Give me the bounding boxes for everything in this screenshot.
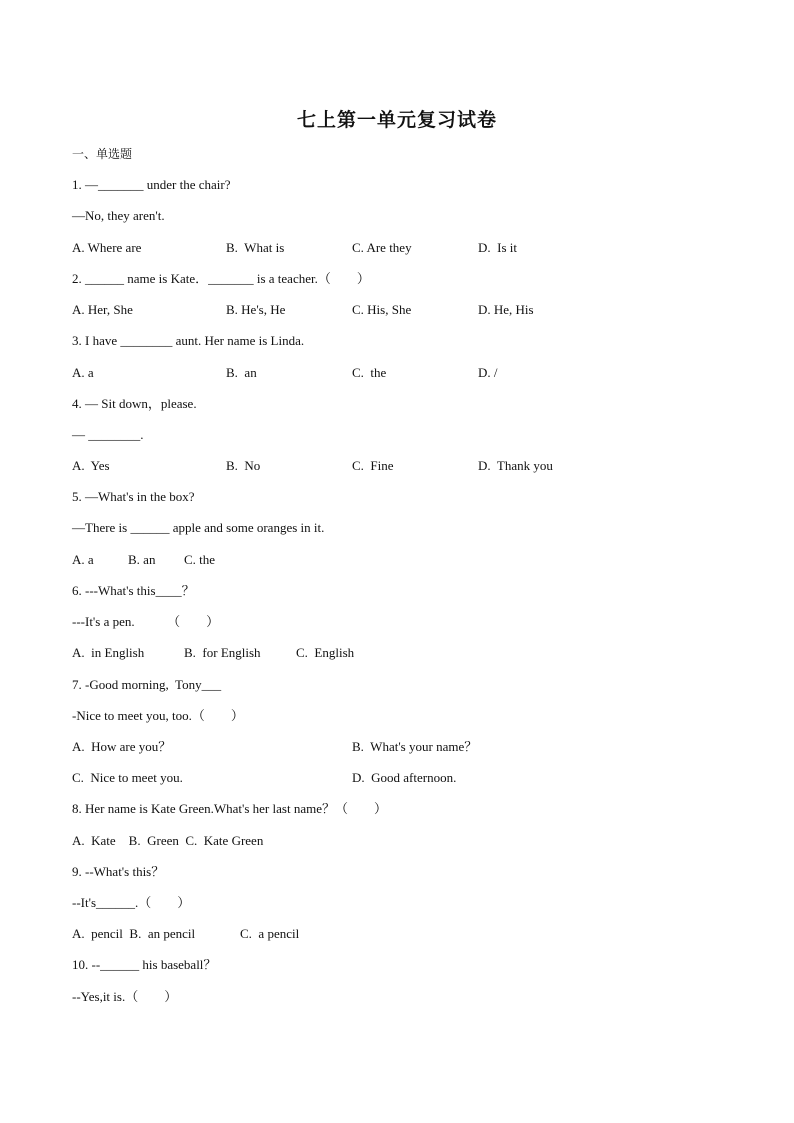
question-2-option-a[interactable]: A. Her, She (72, 302, 133, 317)
question-9-stem: 9. --What's this？ (72, 864, 165, 879)
question-1-option-d[interactable]: D. Is it (478, 240, 517, 255)
question-4-option-b[interactable]: B. No (226, 458, 261, 473)
question-4-option-c[interactable]: C. Fine (352, 458, 394, 473)
question-3-option-b[interactable]: B. an (226, 365, 257, 380)
question-4-option-d[interactable]: D. Thank you (478, 458, 553, 473)
page-title: 七上第一单元复习试卷 (296, 109, 497, 131)
question-10-answer-line: --Yes,it is.（ ） (72, 989, 178, 1004)
question-7-option-c[interactable]: C. Nice to meet you. (72, 770, 183, 785)
question-3-option-a[interactable]: A. a (72, 365, 94, 380)
question-2-option-d[interactable]: D. He, His (478, 302, 534, 317)
question-8-stem: 8. Her name is Kate Green.What's her last name？（ ） (72, 801, 387, 816)
question-7-option-b[interactable]: B. What's your name？ (352, 739, 478, 754)
question-7-option-a[interactable]: A. How are you？ (72, 739, 172, 754)
question-4-stem: 4. — Sit down，please. (72, 396, 197, 411)
question-7-stem: 7. -Good morning, Tony___ (72, 677, 222, 692)
question-6-option-a[interactable]: A. in English (72, 645, 145, 660)
question-10-stem: 10. --______ his baseball？ (72, 957, 217, 972)
question-6-option-c[interactable]: C. English (296, 645, 355, 660)
question-1-option-b[interactable]: B. What is (226, 240, 285, 255)
question-6-stem: 6. ---What's this____？ (72, 583, 195, 598)
question-6-answer-line: ---It's a pen. （ ） (72, 614, 220, 629)
question-5-option-a[interactable]: A. a (72, 552, 94, 567)
question-8-options[interactable]: A. Kate B. Green C. Kate Green (72, 833, 264, 848)
question-5-stem: 5. —What's in the box? (72, 489, 195, 504)
question-5-option-c[interactable]: C. the (184, 552, 216, 567)
question-1-answer-line: —No, they aren't. (72, 208, 165, 223)
question-2-option-b[interactable]: B. He's, He (226, 302, 286, 317)
question-9-option-c[interactable]: C. a pencil (240, 926, 300, 941)
question-9-answer-line: --It's______.（ ） (72, 895, 191, 910)
question-2-stem: 2. ______ name is Kate．_______ is a teacher.（ ） (72, 271, 370, 286)
question-4-answer-line: — ________. (72, 427, 144, 442)
question-6-option-b[interactable]: B. for English (184, 645, 261, 660)
question-3-option-d[interactable]: D. / (478, 365, 498, 380)
question-5-option-b[interactable]: B. an (128, 552, 156, 567)
question-2-option-c[interactable]: C. His, She (352, 302, 412, 317)
question-4-option-a[interactable]: A. Yes (72, 458, 110, 473)
question-7-answer-line: -Nice to meet you, too.（ ） (72, 708, 244, 723)
question-7-option-d[interactable]: D. Good afternoon. (352, 770, 457, 785)
section-heading: 一、单选题 (72, 147, 133, 161)
question-1-stem: 1. —_______ under the chair? (72, 177, 231, 192)
question-9-options-ab[interactable]: A. pencil B. an pencil (72, 926, 196, 941)
question-3-option-c[interactable]: C. the (352, 365, 387, 380)
question-5-answer-line: —There is ______ apple and some oranges in it. (72, 520, 325, 535)
question-1-option-c[interactable]: C. Are they (352, 240, 412, 255)
question-3-stem: 3. I have ________ aunt. Her name is Linda. (72, 333, 305, 348)
question-1-option-a[interactable]: A. Where are (72, 240, 142, 255)
